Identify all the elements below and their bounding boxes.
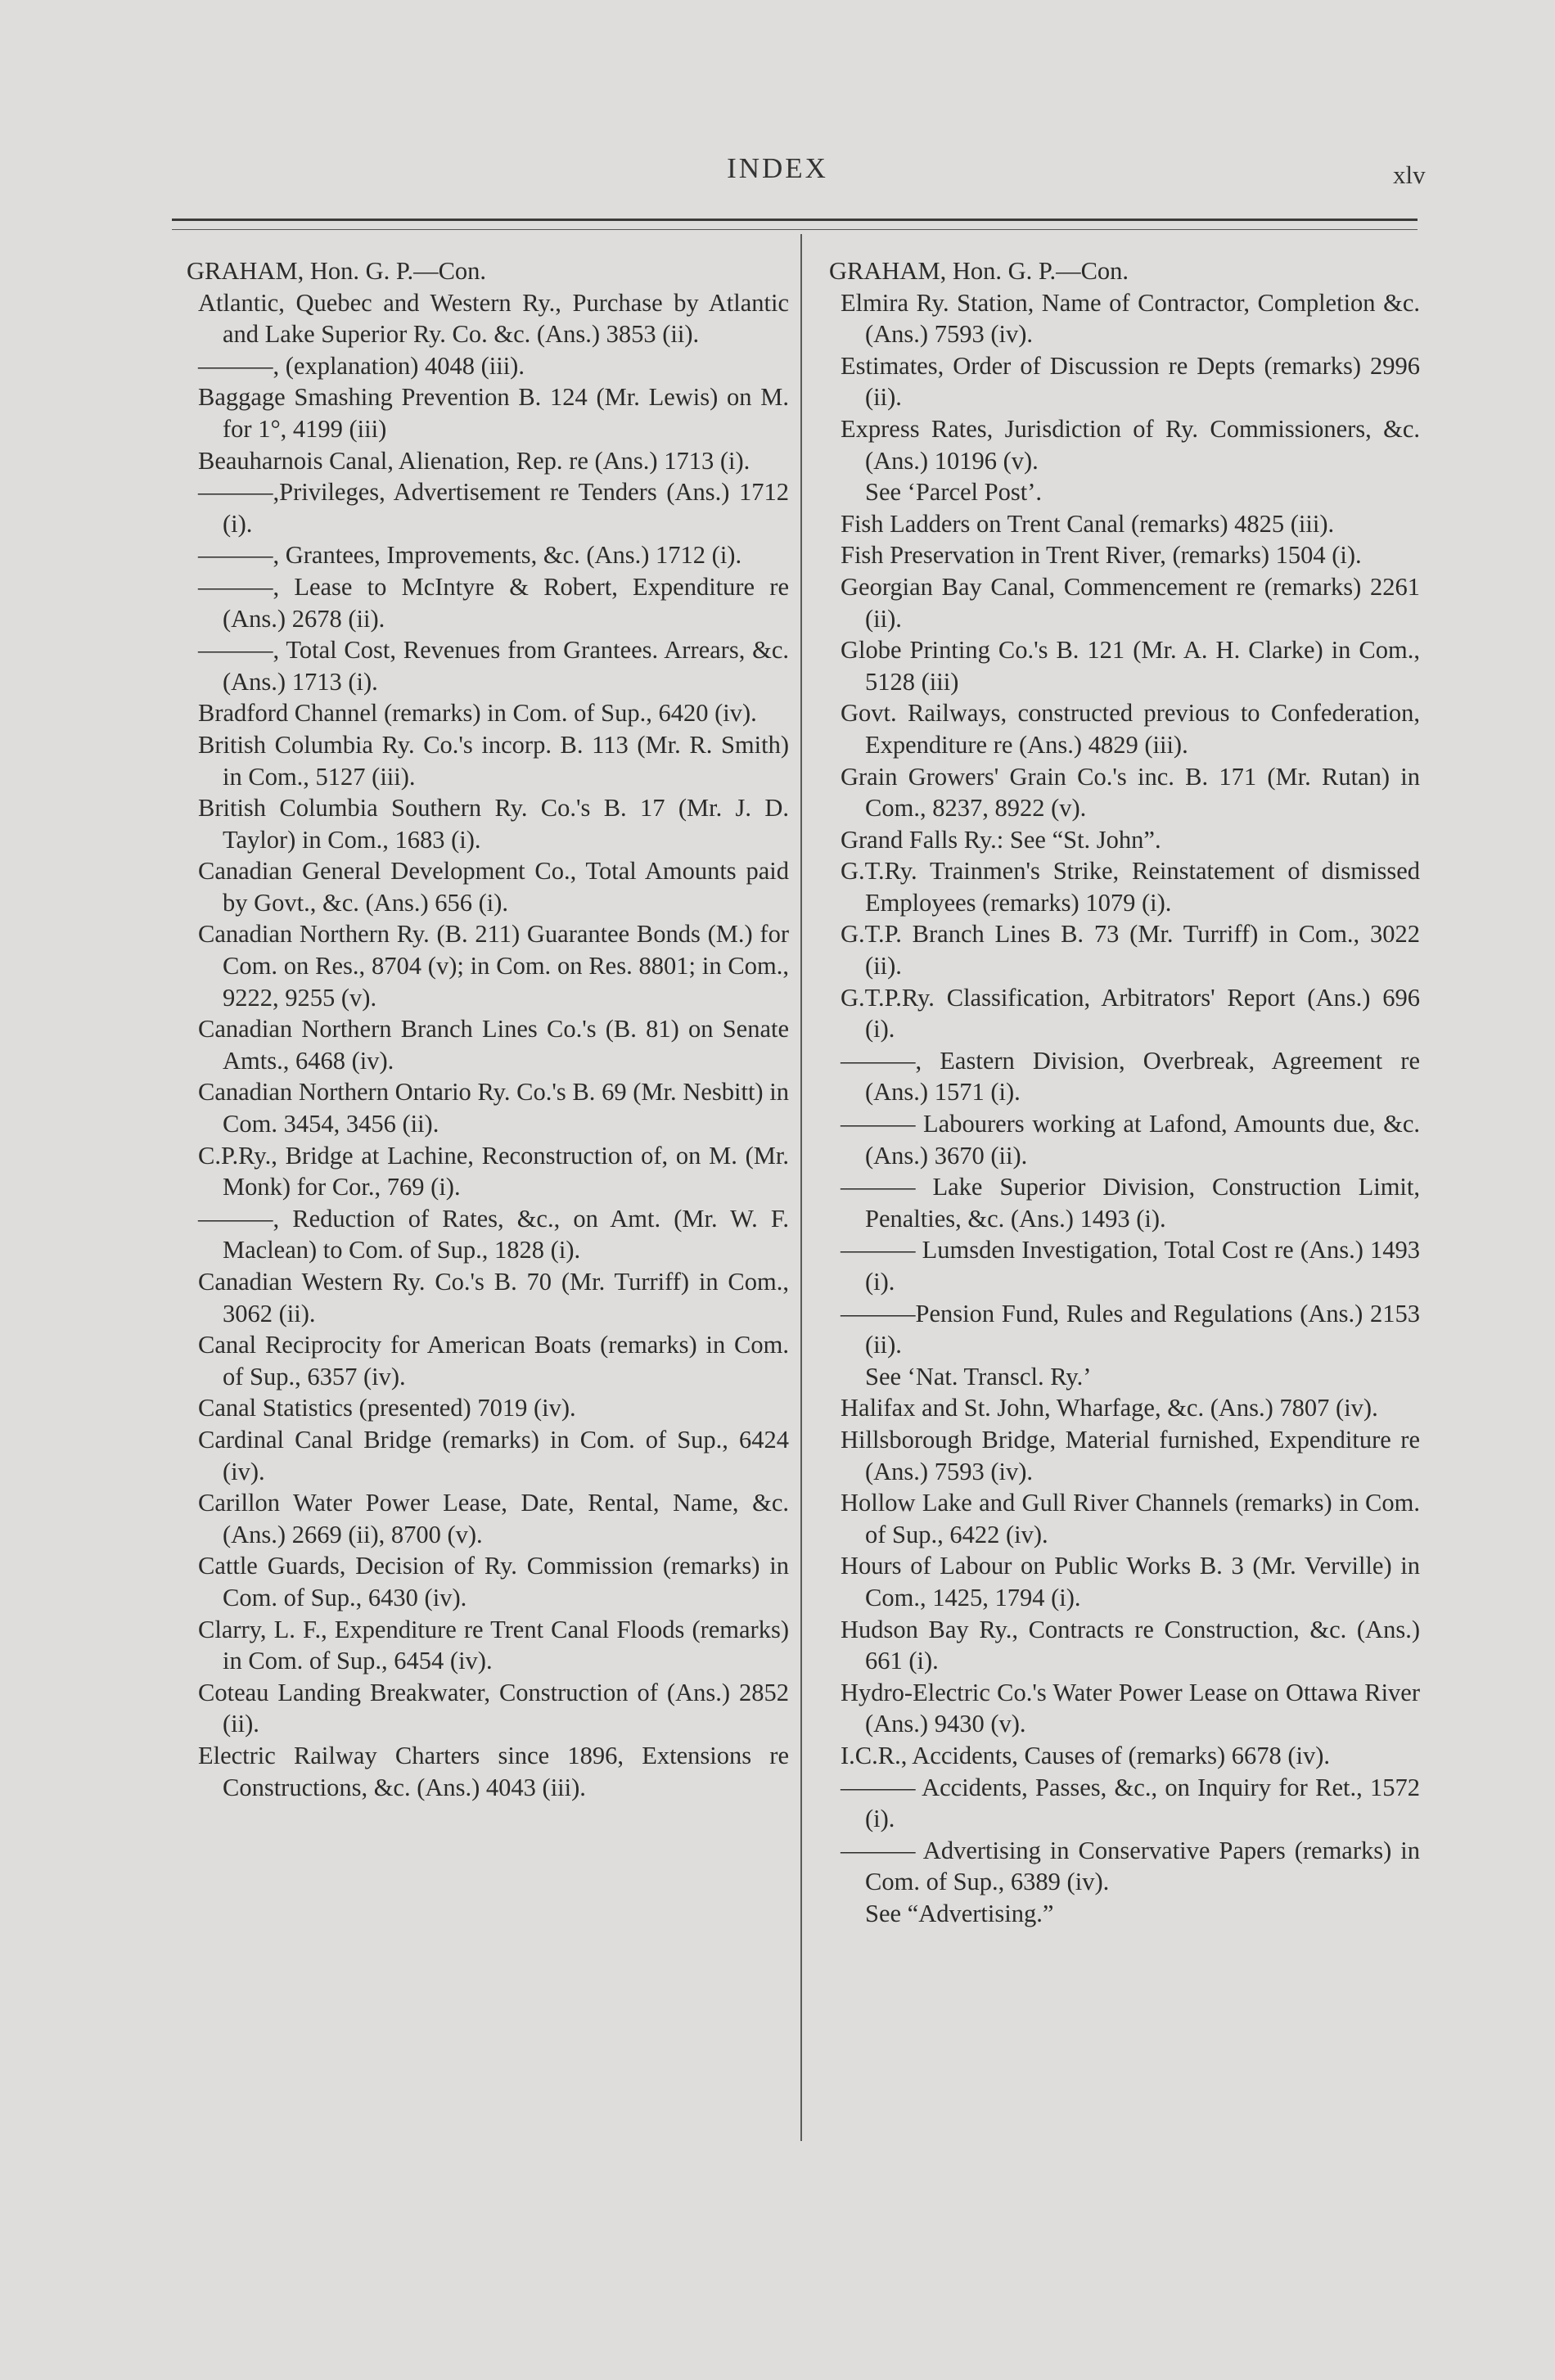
index-entry: Coteau Landing Breakwater, Construction of (Ans.) 2852 (ii). — [198, 1678, 789, 1738]
see-reference: See “Advertising.” — [865, 1899, 1054, 1927]
header-rule-thin — [172, 229, 1418, 230]
index-entry: C.P.Ry., Bridge at Lachine, Reconstruction of, on M. (Mr. Monk) for Cor., 769 (i). — [198, 1141, 789, 1201]
index-entry: Beauharnois Canal, Alienation, Rep. re (Ans.) 1713 (i). — [198, 446, 750, 475]
index-entry: ——— Labourers working at Lafond, Amounts due, &c. (Ans.) 3670 (ii). — [841, 1110, 1420, 1170]
index-entry: Canadian Western Ry. Co.'s B. 70 (Mr. Turriff) in Com., 3062 (ii). — [198, 1268, 789, 1327]
index-entry: Grand Falls Ry.: See “St. John”. — [841, 825, 1161, 854]
index-entry: Carillon Water Power Lease, Date, Rental, Name, &c. (Ans.) 2669 (ii), 8700 (v). — [198, 1489, 789, 1548]
left-column — [174, 255, 789, 1803]
index-entry: British Columbia Ry. Co.'s incorp. B. 113 (Mr. R. Smith) in Com., 5127 (iii). — [198, 730, 789, 791]
index-entry: Georgian Bay Canal, Commencement re (remarks) 2261 (ii). — [841, 572, 1420, 633]
index-entry: Hours of Labour on Public Works B. 3 (Mr. Verville) in Com., 1425, 1794 (i). — [841, 1552, 1420, 1611]
index-entry: Baggage Smashing Prevention B. 124 (Mr. Lewis) on M. for 1°, 4199 (iii) — [198, 383, 789, 443]
running-title: INDEX — [727, 152, 828, 184]
index-entry: ———, Total Cost, Revenues from Grantees. Arrears, &c. (Ans.) 1713 (i). — [198, 636, 789, 696]
index-entry: Fish Preservation in Trent River, (remarks) 1504 (i). — [841, 541, 1362, 570]
index-entry: Elmira Ry. Station, Name of Contractor, Completion &c. (Ans.) 7593 (iv). — [841, 288, 1420, 349]
column-divider — [800, 234, 802, 2141]
see-reference: See ‘Nat. Transcl. Ry.’ — [865, 1362, 1092, 1391]
index-entry: ———, Reduction of Rates, &c., on Amt. (Mr. W. F. Maclean) to Com. of Sup., 1828 (i). — [198, 1204, 789, 1264]
index-entry: I.C.R., Accidents, Causes of (remarks) 6678 (iv). — [841, 1741, 1331, 1769]
index-entry: Globe Printing Co.'s B. 121 (Mr. A. H. Clarke) in Com., 5128 (iii) — [841, 636, 1420, 696]
index-entry: Bradford Channel (remarks) in Com. of Sup., 6420 (iv). — [198, 699, 757, 728]
right-column — [816, 255, 1420, 1929]
index-entry: Canadian Northern Ontario Ry. Co.'s B. 69 (Mr. Nesbitt) in Com. 3454, 3456 (ii). — [198, 1078, 789, 1138]
index-entry: Canadian General Development Co., Total Amounts paid by Govt., &c. (Ans.) 656 (i). — [198, 857, 789, 917]
index-entry: ——— Lake Superior Division, Construction Limit, Penalties, &c. (Ans.) 1493 (i). — [841, 1173, 1420, 1233]
index-entry: Canal Reciprocity for American Boats (remarks) in Com. of Sup., 6357 (iv). — [198, 1331, 789, 1391]
index-entry: British Columbia Southern Ry. Co.'s B. 17 (Mr. J. D. Taylor) in Com., 1683 (i). — [198, 794, 789, 854]
index-entry: ——— Lumsden Investigation, Total Cost re (Ans.) 1493 (i). — [841, 1236, 1420, 1296]
header-rule-thick — [172, 219, 1418, 221]
index-entry: ———,Privileges, Advertisement re Tenders (Ans.) 1712 (i). — [198, 478, 789, 538]
index-entry: Grain Growers' Grain Co.'s inc. B. 171 (Mr. Rutan) in Com., 8237, 8922 (v). — [841, 762, 1420, 823]
index-entry: Electric Railway Charters since 1896, Extensions re Constructions, &c. (Ans.) 4043 (iii). — [198, 1741, 789, 1801]
index-entry: Hollow Lake and Gull River Channels (remarks) in Com. of Sup., 6422 (iv). — [841, 1489, 1420, 1548]
index-entry: G.T.P. Branch Lines B. 73 (Mr. Turriff) in Com., 3022 (ii). — [841, 920, 1420, 980]
index-entry: Halifax and St. John, Wharfage, &c. (Ans.) 7807 (iv). — [841, 1394, 1378, 1422]
index-entry: ——— Advertising in Conservative Papers (remarks) in Com. of Sup., 6389 (iv). — [841, 1836, 1420, 1896]
index-entry: Canadian Northern Branch Lines Co.'s (B. 81) on Senate Amts., 6468 (iv). — [198, 1015, 789, 1075]
index-entry: Fish Ladders on Trent Canal (remarks) 4825 (iii). — [841, 509, 1335, 538]
index-entry: Hillsborough Bridge, Material furnished, Expenditure re (Ans.) 7593 (iv). — [841, 1425, 1420, 1485]
index-entry: ——— Accidents, Passes, &c., on Inquiry for Ret., 1572 (i). — [841, 1773, 1420, 1833]
index-entry: Cardinal Canal Bridge (remarks) in Com. of Sup., 6424 (iv). — [198, 1425, 789, 1485]
index-entry: G.T.P.Ry. Classification, Arbitrators' Report (Ans.) 696 (i). — [841, 983, 1420, 1044]
index-entry: Express Rates, Jurisdiction of Ry. Commissioners, &c. (Ans.) 10196 (v). — [841, 414, 1420, 475]
right-column-heading: GRAHAM, Hon. G. P.—Con. — [829, 257, 1129, 285]
index-entry: Govt. Railways, constructed previous to Confederation, Expenditure re (Ans.) 4829 (iii). — [841, 699, 1420, 759]
index-entry: ———, Lease to McIntyre & Robert, Expenditure re (Ans.) 2678 (ii). — [198, 572, 789, 633]
index-entry: ———, (explanation) 4048 (iii). — [198, 351, 525, 380]
index-entry: Estimates, Order of Discussion re Depts (remarks) 2996 (ii). — [841, 351, 1420, 412]
index-entry: G.T.Ry. Trainmen's Strike, Reinstatement of dismissed Employees (remarks) 1079 (i). — [841, 857, 1420, 917]
index-entry: ———, Eastern Division, Overbreak, Agreement re (Ans.) 1571 (i). — [841, 1046, 1420, 1107]
page-number: xlv — [1393, 160, 1426, 189]
index-entry: Hudson Bay Ry., Contracts re Construction, &c. (Ans.) 661 (i). — [841, 1615, 1420, 1675]
index-entry: Cattle Guards, Decision of Ry. Commission (remarks) in Com. of Sup., 6430 (iv). — [198, 1552, 789, 1611]
index-entry: Hydro-Electric Co.'s Water Power Lease on Ottawa River (Ans.) 9430 (v). — [841, 1678, 1420, 1738]
left-column-heading: GRAHAM, Hon. G. P.—Con. — [187, 257, 487, 285]
index-entry: Clarry, L. F., Expenditure re Trent Canal Floods (remarks) in Com. of Sup., 6454 (iv). — [198, 1615, 789, 1675]
index-entry: Canal Statistics (presented) 7019 (iv). — [198, 1394, 576, 1422]
index-entry: Canadian Northern Ry. (B. 211) Guarantee Bonds (M.) for Com. on Res., 8704 (v); in Com. on Res. 8801; in Com., 9222, 9255 (v). — [198, 920, 789, 1012]
index-entry: ———, Grantees, Improvements, &c. (Ans.) 1712 (i). — [198, 541, 742, 570]
index-entry: ———Pension Fund, Rules and Regulations (Ans.) 2153 (ii). — [841, 1299, 1420, 1359]
see-reference: See ‘Parcel Post’. — [865, 478, 1042, 507]
index-entry: Atlantic, Quebec and Western Ry., Purchase by Atlantic and Lake Superior Ry. Co. &c. (Ans.) 3853 (ii). — [198, 288, 789, 349]
